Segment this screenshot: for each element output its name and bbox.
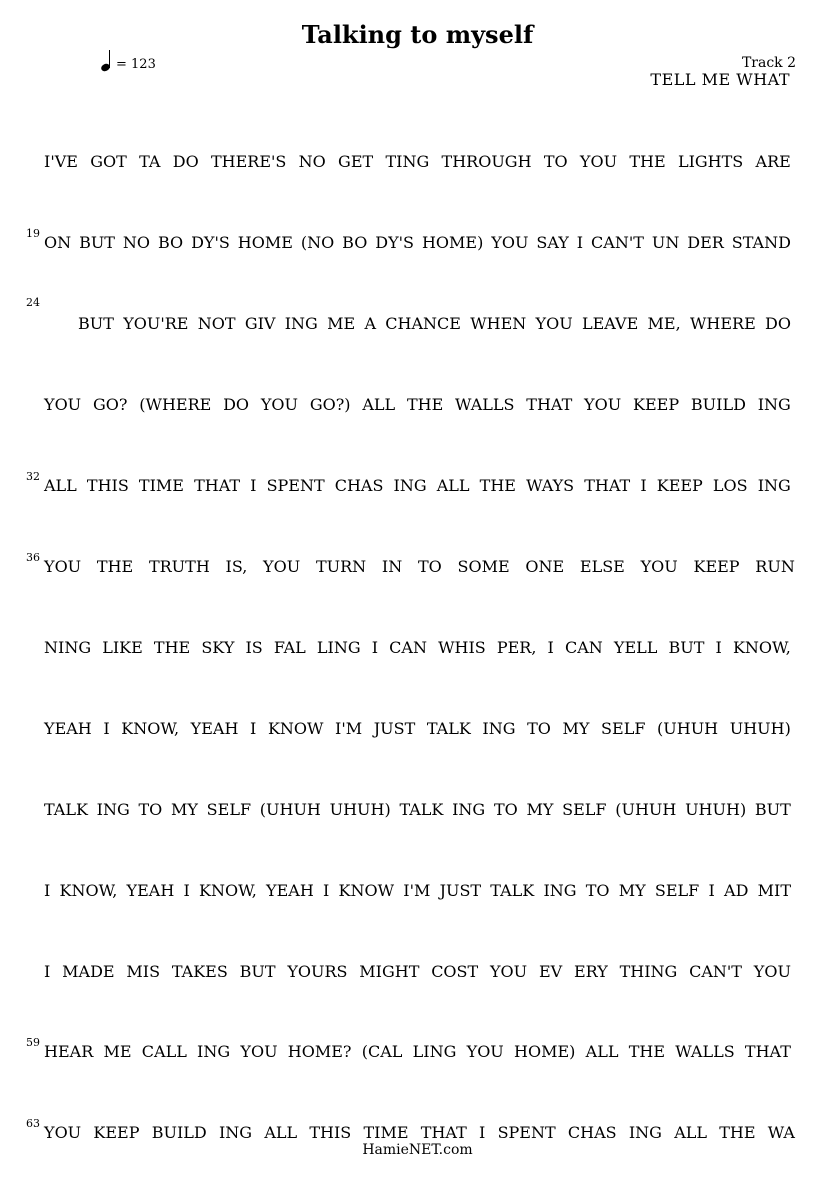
lyric-syllable: ME: [103, 1042, 132, 1061]
lyric-syllable: CAN'T: [591, 233, 644, 252]
lyric-syllable: YEAH: [44, 719, 92, 738]
lyric-syllable: MIS: [126, 962, 161, 981]
lyric-syllable: ALL: [436, 476, 470, 495]
lyric-line: [0, 962, 835, 986]
lyric-syllable: MIGHT: [359, 962, 420, 981]
lyric-syllable: TALK: [399, 800, 444, 819]
lyric-syllable: CAN'T: [689, 962, 742, 981]
lyric-syllable: I: [323, 881, 330, 900]
footer-credit: HamieNET.com: [362, 1142, 473, 1158]
lyric-syllable: ELSE: [579, 557, 625, 576]
lyric-syllable: ING: [757, 395, 791, 414]
lyric-syllable: STAND: [731, 233, 791, 252]
lyric-syllable: (UHUH: [259, 800, 321, 819]
lyric-syllable: BUT: [668, 638, 705, 657]
lyric-syllable: I: [640, 476, 647, 495]
lyric-syllable: THE: [719, 1123, 756, 1142]
lyric-syllable: CHAS: [567, 1123, 617, 1142]
lyric-line: [0, 470, 835, 500]
lyric-syllable: (UHUH: [657, 719, 719, 738]
lyric-syllable: THE: [479, 476, 516, 495]
lyric-syllable: THE: [153, 638, 191, 657]
lyric-syllable: BUT: [754, 800, 791, 819]
lyric-syllable: YOU: [44, 557, 82, 576]
lyric-syllable: PER,: [496, 638, 537, 657]
lyric-syllable: BUT: [78, 314, 114, 333]
lyric-line: [0, 719, 835, 743]
lyric-syllable: THAT: [526, 395, 573, 414]
measure-number: 36: [26, 551, 40, 564]
lyric-syllable: THE: [96, 557, 134, 576]
lyric-syllable: GET: [338, 152, 374, 171]
lyric-syllable: FAL: [273, 638, 306, 657]
lyric-syllable: THIS: [86, 476, 129, 495]
lyric-syllable: GOT: [90, 152, 127, 171]
lyric-line: [0, 152, 835, 176]
lyric-syllable: KEEP: [693, 557, 740, 576]
lyric-syllable: TALK: [426, 719, 471, 738]
lyric-syllable: I: [250, 719, 257, 738]
lyric-syllable: MY: [526, 800, 554, 819]
measure-number: 19: [26, 227, 40, 240]
lyric-line: [0, 800, 835, 824]
lyric-syllable: SOME: [457, 557, 510, 576]
lyric-syllable: ALL: [674, 1123, 707, 1142]
lyric-syllable: MY: [171, 800, 198, 819]
lyric-syllable: TRUTH: [148, 557, 210, 576]
lyric-syllable: TALK: [490, 881, 535, 900]
lyric-syllable: SELF: [601, 719, 646, 738]
lyric-syllable: YOU: [491, 233, 529, 252]
lyric-syllable: TO: [585, 881, 610, 900]
measure-number: 59: [26, 1036, 40, 1049]
lyric-syllable: KEEP: [633, 395, 680, 414]
lyric-syllable: ING: [284, 314, 318, 333]
lyric-syllable: THROUGH: [441, 152, 532, 171]
lyric-syllable: MY: [562, 719, 590, 738]
lyric-syllable: SKY: [201, 638, 235, 657]
lyric-syllable: YOU: [579, 152, 618, 171]
song-title: Talking to myself: [301, 20, 534, 49]
lyric-syllable: (NO: [300, 233, 335, 252]
lyric-syllable: SPENT: [497, 1123, 556, 1142]
lyric-syllable: ME: [327, 314, 356, 333]
lyric-syllable: I: [44, 881, 51, 900]
lyric-syllable: (WHERE: [139, 395, 212, 414]
lyric-syllable: UN: [651, 233, 680, 252]
lyric-syllable: WHEN: [470, 314, 527, 333]
lyric-syllable: THAT: [194, 476, 241, 495]
lyric-syllable: YOURS: [287, 962, 348, 981]
measure-number: 24: [26, 296, 40, 309]
lyric-syllable: (CAL: [361, 1042, 403, 1061]
lyric-syllable: LEAVE: [581, 314, 639, 333]
lyric-syllable: A: [364, 314, 376, 333]
lyric-syllable: LIKE: [102, 638, 143, 657]
lyric-line: [0, 227, 835, 257]
lyric-syllable: SAY: [536, 233, 569, 252]
lyric-syllable: ME,: [647, 314, 681, 333]
lyric-syllable: ON: [44, 233, 72, 252]
lyric-syllable: DO: [172, 152, 199, 171]
lyric-syllable: TING: [385, 152, 430, 171]
lyric-syllable: DO: [223, 395, 250, 414]
lyric-syllable: ING: [452, 800, 486, 819]
lyric-syllable: WHIS: [438, 638, 486, 657]
lyric-syllable: YOU'RE: [123, 314, 189, 333]
lyric-syllable: TIME: [138, 476, 184, 495]
lyric-syllable: GO?: [92, 395, 128, 414]
lyric-syllable: HOME): [421, 233, 484, 252]
lyric-syllable: TURN: [315, 557, 367, 576]
lyric-syllable: ARE: [755, 152, 791, 171]
lyric-syllable: I: [708, 881, 715, 900]
lyric-syllable: DER: [687, 233, 724, 252]
lyric-syllable: IN: [381, 557, 403, 576]
lyric-syllable: I'M: [403, 881, 431, 900]
lyric-syllable: CAN: [389, 638, 427, 657]
lyric-syllable: HOME?: [287, 1042, 352, 1061]
lyric-syllable: TIME: [363, 1123, 409, 1142]
lyric-syllable: HEAR: [44, 1042, 94, 1061]
lyric-syllable: YELL: [613, 638, 658, 657]
lyric-syllable: I: [371, 638, 379, 657]
lyric-syllable: TALK: [44, 800, 88, 819]
lyric-syllable: SELF: [206, 800, 252, 819]
quarter-note-icon: [100, 50, 114, 72]
lyric-syllable: HOME: [237, 233, 293, 252]
lyric-syllable: ALL: [585, 1042, 619, 1061]
lyric-syllable: IS: [245, 638, 263, 657]
lyric-syllable: GIV: [244, 314, 276, 333]
lyric-syllable: SELF: [654, 881, 700, 900]
lyric-syllable: CAN: [564, 638, 603, 657]
lyric-syllable: UHUH): [685, 800, 747, 819]
lyric-syllable: LOS: [712, 476, 748, 495]
lyric-syllable: LING: [316, 638, 361, 657]
lyric-syllable: JUST: [373, 719, 416, 738]
lyric-syllable: CHANCE: [385, 314, 461, 333]
lyric-syllable: KNOW: [338, 881, 395, 900]
lyric-syllable: BUT: [79, 233, 115, 252]
lyric-syllable: HOME): [514, 1042, 576, 1061]
measure-number: 63: [26, 1117, 40, 1130]
lyric-syllable: YOU: [44, 395, 82, 414]
lyric-syllable: COST: [431, 962, 479, 981]
lyric-syllable: WALLS: [675, 1042, 735, 1061]
lyric-syllable: ALL: [44, 476, 77, 495]
lyric-syllable: UHUH): [729, 719, 791, 738]
lyric-syllable: BUILD: [690, 395, 746, 414]
lyric-syllable: WAYS: [526, 476, 575, 495]
lyric-syllable: TA: [139, 152, 161, 171]
lyric-syllable: I: [183, 881, 190, 900]
lyric-syllable: YOU: [535, 314, 573, 333]
lyric-syllable: DY'S: [191, 233, 230, 252]
lyric-syllable: KNOW,: [121, 719, 180, 738]
lyric-syllable: MIT: [757, 881, 791, 900]
tempo-marking: [100, 50, 156, 72]
lyric-syllable: I: [250, 476, 257, 495]
lyric-syllable: MADE: [62, 962, 115, 981]
lyric-syllable: NO: [122, 233, 151, 252]
lyric-syllable: ING: [197, 1042, 231, 1061]
lyric-syllable: KNOW: [267, 719, 324, 738]
lyric-syllable: THE: [629, 152, 666, 171]
lyric-line: [0, 638, 835, 662]
lyric-syllable: YOU: [263, 557, 301, 576]
lyric-syllable: YOU: [240, 1042, 278, 1061]
lyric-syllable: TO: [543, 152, 568, 171]
lyric-syllable: NOT: [197, 314, 236, 333]
lyric-syllable: THERE'S: [210, 152, 287, 171]
lyric-syllable: SELF: [562, 800, 607, 819]
lyric-syllable: THAT: [420, 1123, 467, 1142]
lyric-syllable: WHERE: [689, 314, 756, 333]
lyric-syllable: TO: [527, 719, 551, 738]
lyric-syllable: I: [576, 233, 584, 252]
measure-number: 32: [26, 470, 40, 483]
lyric-syllable: KEEP: [656, 476, 703, 495]
lyric-syllable: ALL: [264, 1123, 298, 1142]
lyric-syllable: WALLS: [455, 395, 515, 414]
lyric-line: [0, 296, 835, 338]
lyric-syllable: I: [479, 1123, 486, 1142]
lyric-syllable: BUILD: [151, 1123, 207, 1142]
lyric-syllable: ONE: [525, 557, 565, 576]
lyric-syllable: YOU: [260, 395, 299, 414]
lyric-syllable: THING: [619, 962, 678, 981]
lyric-syllable: EV: [538, 962, 563, 981]
lyric-syllable: I: [103, 719, 110, 738]
lyric-syllable: BUT: [239, 962, 276, 981]
lyric-syllable: BO: [157, 233, 184, 252]
lyric-syllable: I: [715, 638, 722, 657]
lyric-syllable: TO: [138, 800, 163, 819]
lyric-syllable: I: [547, 638, 554, 657]
lyric-syllable: UHUH): [329, 800, 391, 819]
lyric-syllable: THIS: [309, 1123, 352, 1142]
lyric-syllable: THE: [406, 395, 444, 414]
lyric-syllable: LIGHTS: [677, 152, 744, 171]
lyric-syllable: AD: [724, 881, 749, 900]
lyric-syllable: I: [44, 962, 51, 981]
lyric-syllable: YEAH: [266, 881, 314, 900]
lyric-syllable: THE: [628, 1042, 665, 1061]
lyric-syllable: ING: [218, 1123, 253, 1142]
lyric-syllable: LING: [412, 1042, 457, 1061]
lyric-syllable: CHAS: [334, 476, 384, 495]
lyric-syllable: I'M: [335, 719, 363, 738]
lyric-syllable: YOU: [640, 557, 678, 576]
lyric-syllable: ING: [543, 881, 577, 900]
lyric-syllable: NO: [298, 152, 326, 171]
lyric-syllable: KNOW,: [732, 638, 791, 657]
lyric-syllable: (UHUH: [615, 800, 677, 819]
lyric-syllable: ING: [628, 1123, 662, 1142]
lyric-syllable: MY: [618, 881, 646, 900]
lyric-syllable: DY'S: [375, 233, 415, 252]
lyric-syllable: ING: [757, 476, 791, 495]
lyric-line: [0, 881, 835, 905]
lyric-syllable: CALL: [141, 1042, 187, 1061]
lyric-syllable: TO: [493, 800, 518, 819]
lyric-line: [0, 1036, 835, 1066]
lyric-syllable: ING: [96, 800, 130, 819]
lyric-syllable: ALL: [362, 395, 396, 414]
lyric-syllable: TAKES: [171, 962, 228, 981]
track-label: Track 2: [741, 55, 796, 71]
lyric-syllable: ING: [482, 719, 516, 738]
lyric-line: [0, 395, 835, 419]
tempo-value: = 123: [116, 57, 156, 72]
lyric-syllable: YOU: [466, 1042, 504, 1061]
lyric-syllable: YOU: [489, 962, 528, 981]
lyric-syllable: ING: [393, 476, 427, 495]
lyric-syllable: JUST: [439, 881, 482, 900]
lyric-syllable: WA: [767, 1123, 795, 1142]
lyric-syllable: BO: [342, 233, 368, 252]
lyric-syllable: YOU: [44, 1123, 82, 1142]
lyric-syllable: TO: [417, 557, 442, 576]
lyric-syllable: GO?): [309, 395, 351, 414]
lyric-syllable: THAT: [744, 1042, 791, 1061]
first-lyric-line: TELL ME WHAT: [650, 70, 790, 89]
lyric-syllable: KNOW,: [59, 881, 118, 900]
lyric-syllable: IS,: [225, 557, 248, 576]
lyric-syllable: YOU: [584, 395, 622, 414]
lyric-syllable: ERY: [573, 962, 608, 981]
lyric-syllable: NING: [44, 638, 92, 657]
lyric-line: [0, 551, 835, 581]
lyric-syllable: YEAH: [126, 881, 175, 900]
lyric-syllable: YOU: [753, 962, 791, 981]
lyric-syllable: RUN: [755, 557, 795, 576]
lyric-syllable: KEEP: [93, 1123, 140, 1142]
lyric-syllable: KNOW,: [199, 881, 257, 900]
lyric-syllable: THAT: [584, 476, 631, 495]
lyric-syllable: SPENT: [266, 476, 325, 495]
lyric-syllable: DO: [765, 314, 791, 333]
lyric-syllable: I'VE: [44, 152, 78, 171]
lyric-syllable: YEAH: [190, 719, 239, 738]
